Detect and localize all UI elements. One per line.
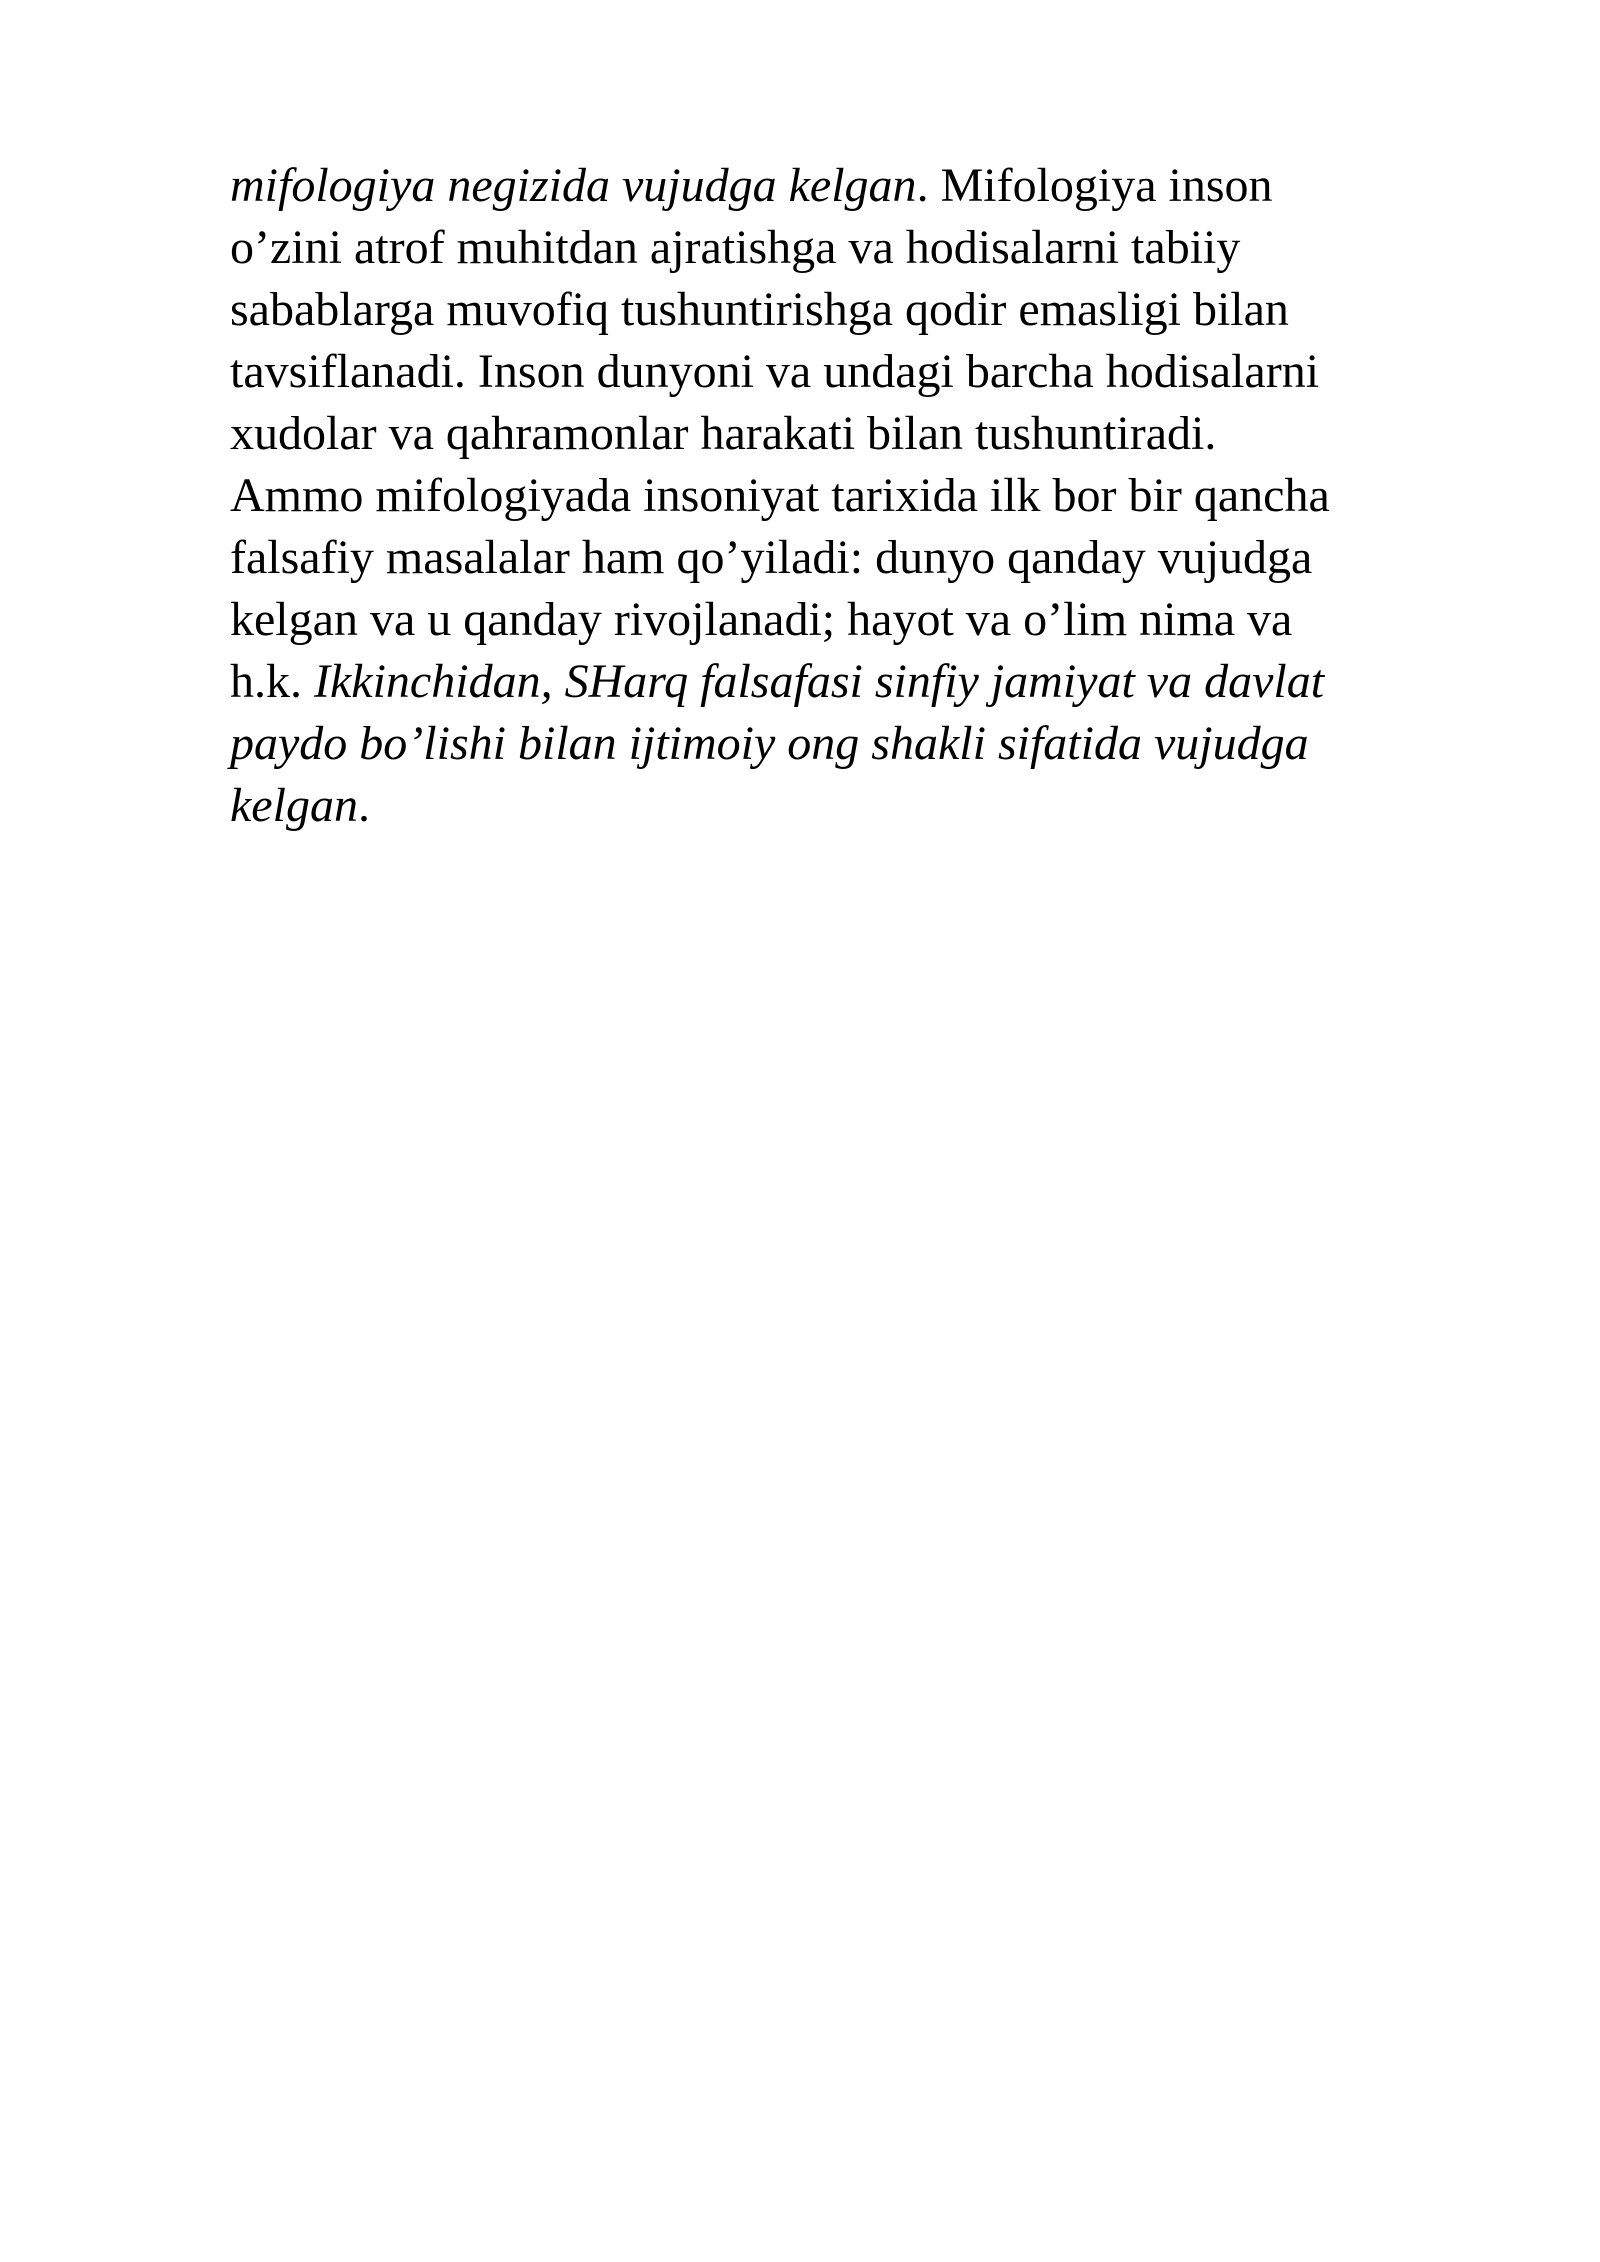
text-run: tavsiflanadi. Inson dunyoni va undagi barcha hodisalarni <box>230 345 1320 398</box>
text-line <box>230 713 1470 775</box>
text-run: . <box>357 779 370 832</box>
text-line <box>230 341 1470 403</box>
text-line <box>230 155 1470 217</box>
text-line <box>230 279 1470 341</box>
text-run: o’zini atrof muhitdan ajratishga va hodisalarni tabiiy <box>230 221 1241 274</box>
text-run: Ammo mifologiyada insoniyat tarixida ilk bor bir qancha <box>230 469 1330 522</box>
text-run: xudolar va qahramonlar harakati bilan tushuntiradi. <box>230 407 1217 460</box>
text-run: falsafiy masalalar ham qo’yiladi: dunyo qanday vujudga <box>230 531 1313 584</box>
text-run: kelgan <box>230 779 358 832</box>
text-line <box>230 465 1470 527</box>
text-run: . Mifologiya inson <box>916 159 1273 212</box>
text-line <box>230 775 1470 837</box>
text-line <box>230 217 1470 279</box>
body-paragraph <box>230 155 1470 837</box>
text-run: sabablarga muvofiq tushuntirishga qodir emasligi bilan <box>230 283 1289 336</box>
text-run: mifologiya negizida vujudga kelgan <box>230 159 917 212</box>
text-line <box>230 651 1470 713</box>
text-run: paydo bo’lishi bilan ijtimoiy ong shakli sifatida vujudga <box>230 717 1309 770</box>
text-line <box>230 527 1470 589</box>
text-run: h.k. <box>230 655 314 708</box>
text-line <box>230 403 1470 465</box>
text-run: Ikkinchidan, SHarq falsafasi sinfiy jamiyat va davlat <box>314 655 1325 708</box>
text-line <box>230 589 1470 651</box>
text-run: kelgan va u qanday rivojlanadi; hayot va o’lim nima va <box>230 593 1293 646</box>
